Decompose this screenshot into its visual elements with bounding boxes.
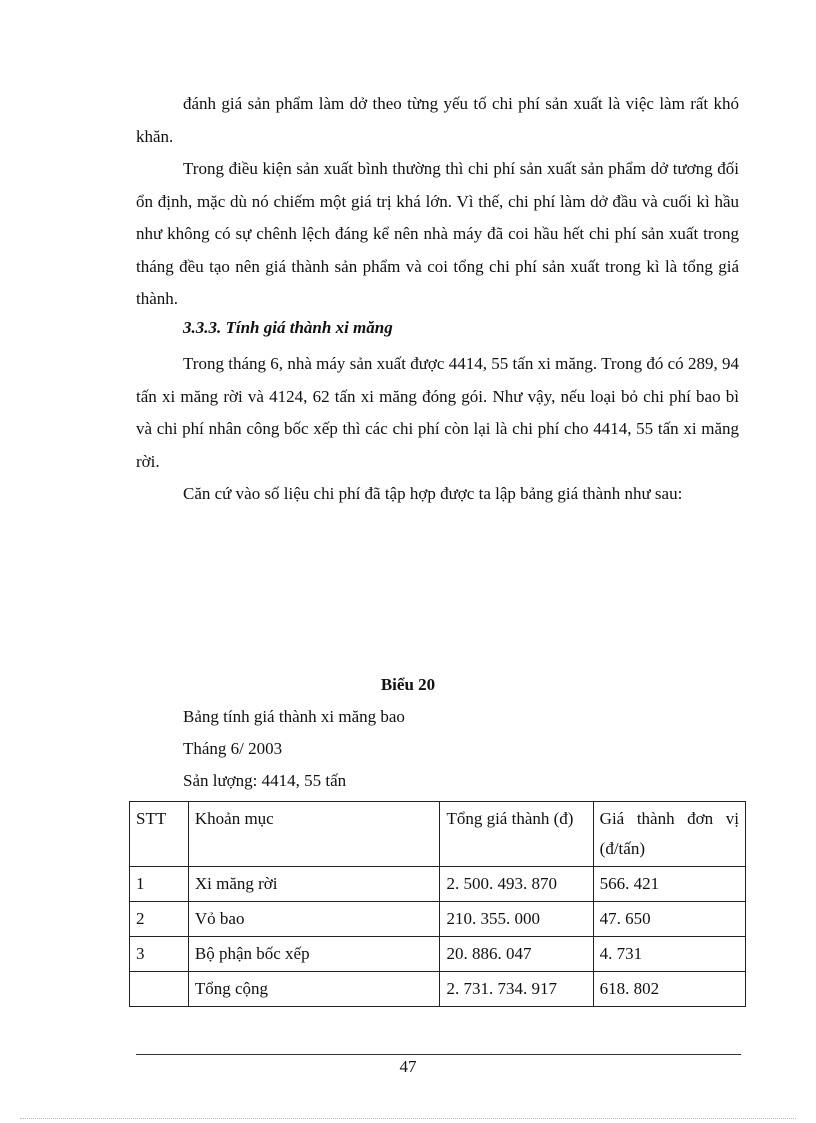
cell-item: Vỏ bao bbox=[188, 902, 440, 937]
cell-item: Tổng cộng bbox=[188, 972, 440, 1007]
cell-total: 20. 886. 047 bbox=[440, 937, 593, 972]
page-number: 47 bbox=[399, 1057, 417, 1076]
header-unit: Giá thành đơn vị (đ/tấn) bbox=[593, 802, 745, 867]
cell-unit: 618. 802 bbox=[593, 972, 745, 1007]
cell-total: 210. 355. 000 bbox=[440, 902, 593, 937]
cell-unit: 4. 731 bbox=[593, 937, 745, 972]
table-header-row bbox=[130, 802, 746, 867]
table-row bbox=[130, 867, 746, 902]
cell-stt: 3 bbox=[130, 937, 189, 972]
cost-table bbox=[129, 801, 746, 1007]
footer-divider bbox=[136, 1054, 741, 1055]
cell-stt: 1 bbox=[130, 867, 189, 902]
paragraph-3: Trong tháng 6, nhà máy sản xuất được 4414, 55 tấn xi măng. Trong đó có 289, 94 tấn xi măng rời và 4124, 62 tấn xi măng đóng gói. Như vậy, nếu loại bỏ chi phí bao bì và chi phí nhân công bốc xếp thì các chi phí còn lại là chi phí cho 4414, 55 tấn xi măng rời. bbox=[136, 354, 739, 471]
cell-stt bbox=[130, 972, 189, 1007]
paragraph-1: đánh giá sản phẩm làm dở theo từng yếu tố chi phí sản xuất là việc làm rất khó khăn. bbox=[136, 94, 739, 146]
cell-total: 2. 731. 734. 917 bbox=[440, 972, 593, 1007]
cell-unit: 47. 650 bbox=[593, 902, 745, 937]
page-bottom-dotted-line bbox=[20, 1118, 796, 1119]
header-stt: STT bbox=[130, 802, 189, 867]
paragraph-2: Trong điều kiện sản xuất bình thường thì chi phí sản xuất sản phẩm dở tương đối ổn định, mặc dù nó chiếm một giá trị khá lớn. Vì thế, chi phí làm dở đầu và cuối kì hầu như không có sự chênh lệch đáng kể nên nhà máy đã coi hầu hết chi phí sản xuất trong tháng đều tạo nên giá thành sản phẩm và coi tổng chi phí sản xuất trong kì là tổng giá thành. bbox=[136, 159, 739, 308]
table-row bbox=[130, 937, 746, 972]
table-total-row bbox=[130, 972, 746, 1007]
table-period: Tháng 6/ 2003 bbox=[183, 739, 283, 758]
table-caption-title: Biểu 20 bbox=[380, 675, 436, 694]
header-total: Tổng giá thành (đ) bbox=[440, 802, 593, 867]
paragraph-4: Căn cứ vào số liệu chi phí đã tập hợp được ta lập bảng giá thành như sau: bbox=[183, 484, 683, 503]
section-heading: 3.3.3. Tính giá thành xi măng bbox=[183, 318, 393, 337]
table-output: Sản lượng: 4414, 55 tấn bbox=[183, 771, 347, 790]
cell-total: 2. 500. 493. 870 bbox=[440, 867, 593, 902]
table-row bbox=[130, 902, 746, 937]
cell-item: Bộ phận bốc xếp bbox=[188, 937, 440, 972]
cell-unit: 566. 421 bbox=[593, 867, 745, 902]
cell-stt: 2 bbox=[130, 902, 189, 937]
header-item: Khoản mục bbox=[188, 802, 440, 867]
table-subtitle: Bảng tính giá thành xi măng bao bbox=[183, 707, 405, 726]
cell-item: Xi măng rời bbox=[188, 867, 440, 902]
